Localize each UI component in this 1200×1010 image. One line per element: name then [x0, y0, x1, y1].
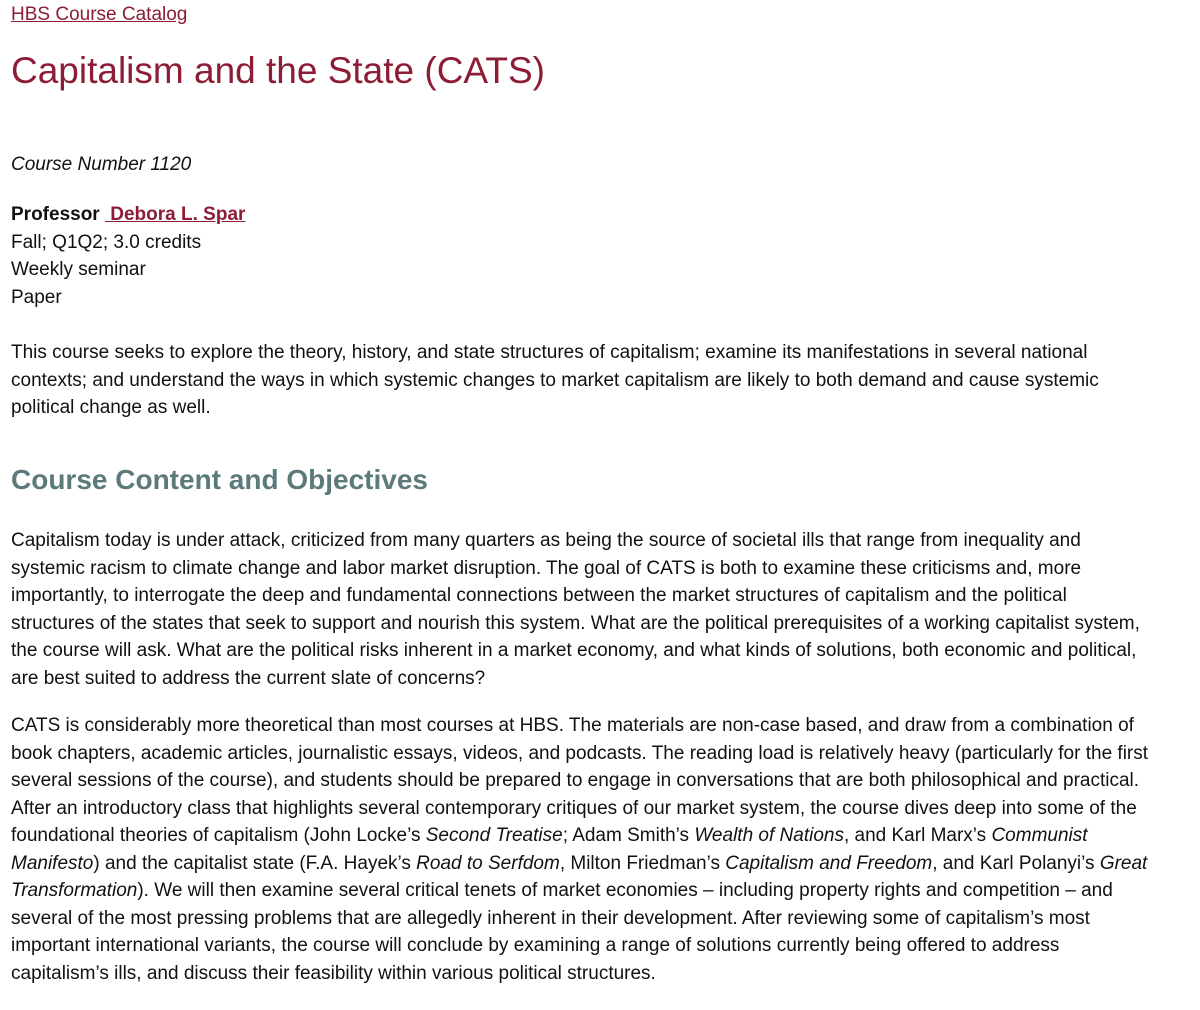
- content-paragraph-1: Capitalism today is under attack, criticized from many quarters as being the source of societal ills that range from inequality and systemic racism to climate change and labor market disruption. The goal of CATS is both to examine these criticisms and, more importantly, to interrogate the deep and fundamental connections between the market structures of capitalism and the political structures of the states that seek to support and nourish this system. What are the political prerequisites of a working capitalist system, the course will ask. What are the political risks inherent in a market economy, and what kinds of solutions, both economic and political, are best suited to address the current slate of concerns?: [11, 530, 1140, 689]
- para2-text: ; Adam Smith’s: [562, 825, 695, 846]
- format: Weekly seminar: [11, 259, 146, 280]
- book-title: Road to Serfdom: [416, 852, 560, 874]
- para2-text: CATS is considerably more theoretical than most courses at HBS. The materials are non-case based, and draw from a combination of book chapters, academic articles, journalistic essays, videos, and podcasts. The reading load is relatively heavy (particularly for the first several sessions of the course), and students should be prepared to engage in conversations that are both philosophical and practical. After an introductory class that highlights several contemporary critiques of our market system, the course dives deep into some of the foundational theories of capitalism (John Locke’s: [11, 715, 1149, 846]
- term-credits: Fall; Q1Q2; 3.0 credits: [11, 231, 202, 253]
- course-number: Course Number 1120: [11, 154, 192, 175]
- professor-name: Debora L. Spar: [110, 204, 246, 225]
- book-title: Great Transformation: [11, 852, 1148, 901]
- professor-line: [11, 201, 245, 229]
- breadcrumb-link[interactable]: HBS Course Catalog: [11, 4, 188, 25]
- page-title: Capitalism and the State (CATS): [11, 50, 545, 91]
- book-title: Capitalism and Freedom: [725, 852, 933, 874]
- para2-text: , and Karl Marx’s: [843, 825, 992, 846]
- para2-text: , Milton Friedman’s: [559, 852, 726, 874]
- course-meta: [11, 201, 245, 311]
- content-paragraph-2: [11, 712, 1151, 987]
- section-heading: Course Content and Objectives: [11, 464, 428, 495]
- book-title: Communist Manifesto: [11, 825, 1088, 874]
- para2-text: ) and the capitalist state (F.A. Hayek’s: [93, 852, 417, 874]
- book-title: Wealth of Nations: [694, 825, 844, 846]
- course-intro: This course seeks to explore the theory, history, and state structures of capitalism; examine its manifestations in several national contexts; and understand the ways in which systemic changes to market capitalism are likely to both demand and cause systemic political change as well.: [11, 342, 1099, 418]
- professor-label: Professor: [11, 204, 100, 225]
- evaluation: Paper: [11, 286, 62, 308]
- professor-link[interactable]: [105, 204, 245, 225]
- para2-text: ). We will then examine several critical tenets of market economies – including property rights and competition – and several of the most pressing problems that are allegedly inherent in their development. After reviewing some of capitalism’s most important international variants, the course will conclude by examining a range of solutions currently being offered to address capitalism’s ills, and discuss their feasibility within various political structures.: [11, 880, 1113, 984]
- book-title: Second Treatise: [425, 825, 563, 846]
- para2-text: , and Karl Polanyi’s: [932, 852, 1100, 874]
